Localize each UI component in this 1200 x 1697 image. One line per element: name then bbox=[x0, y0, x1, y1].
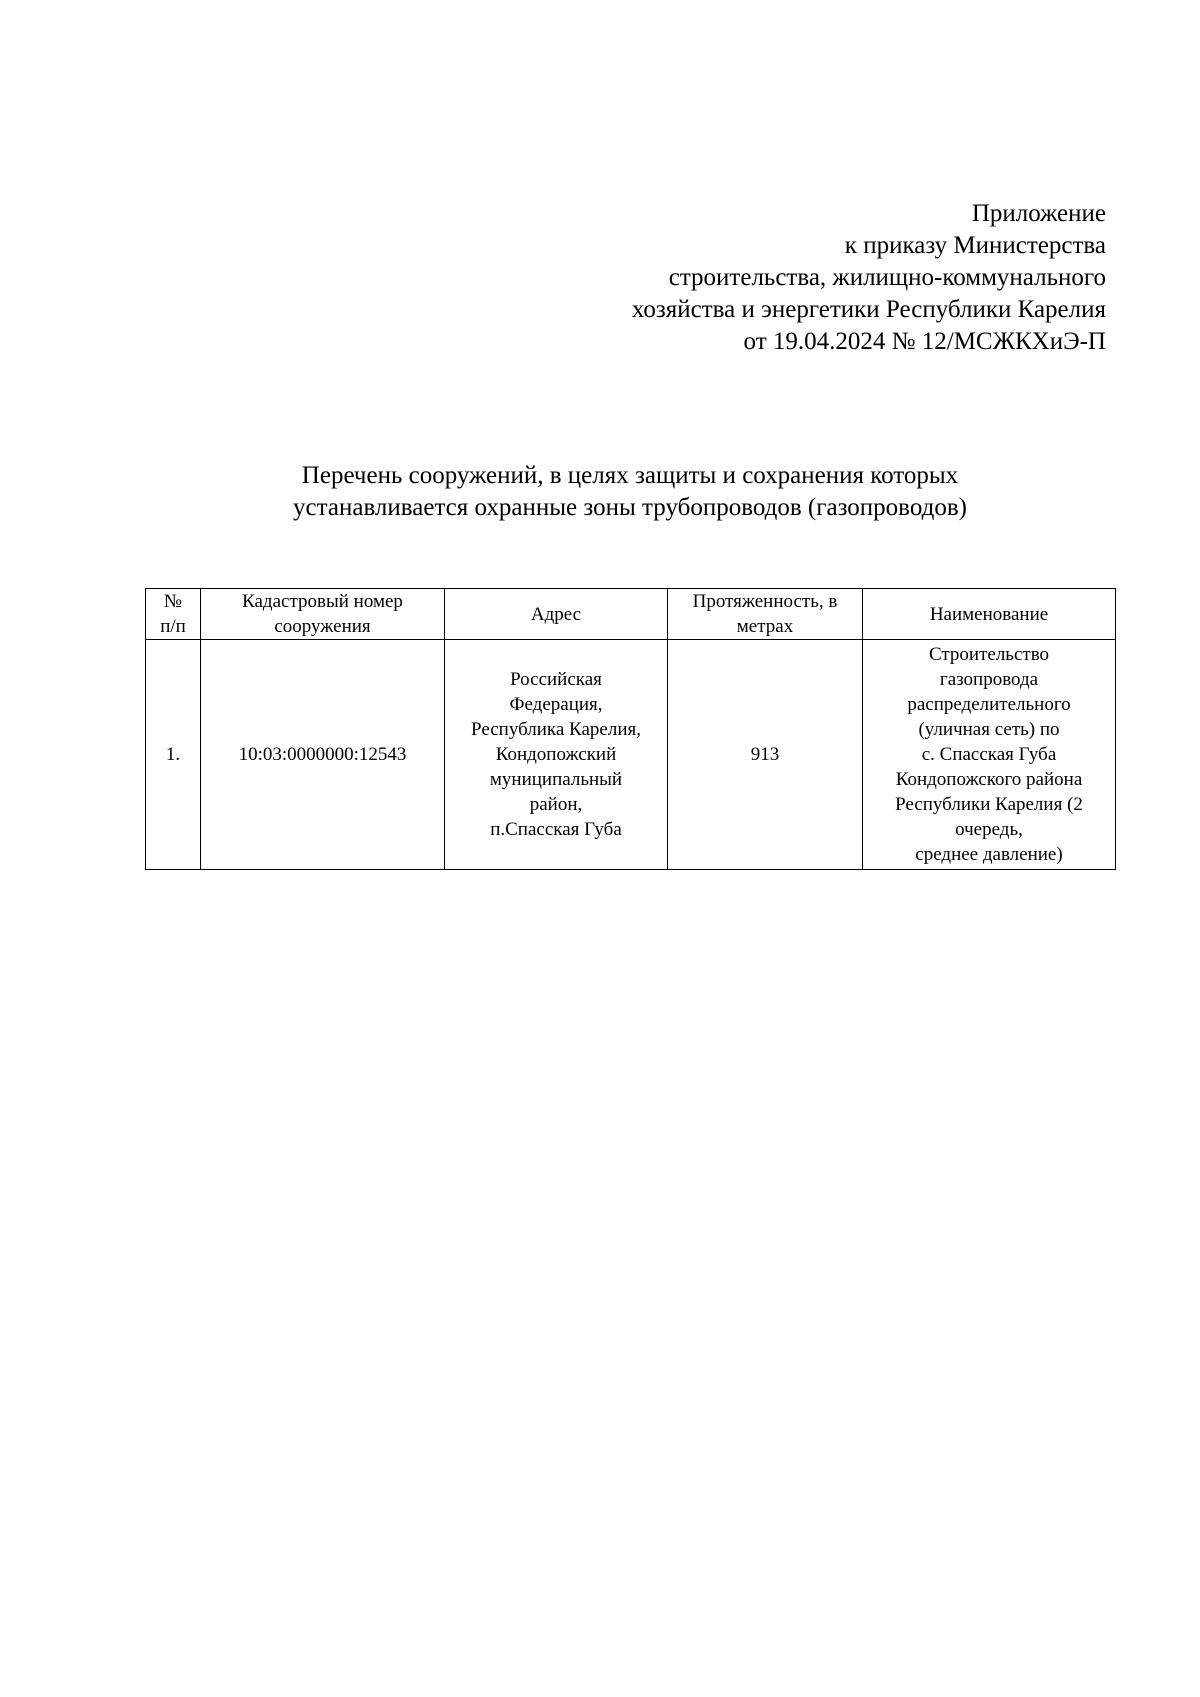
cell-cadastral-number: 10:03:0000000:12543 bbox=[201, 640, 445, 870]
cell-address: Российская Федерация, Республика Карелия, Кондопожский муниципальный район, п.Спасская Губа bbox=[445, 640, 668, 870]
appendix-line: строительства, жилищно-коммунального bbox=[668, 264, 1106, 291]
table-row bbox=[146, 640, 1116, 870]
column-header-length: Протяженность, в метрах bbox=[668, 589, 863, 640]
cell-number: 1. bbox=[146, 640, 201, 870]
document-title bbox=[146, 460, 1114, 524]
column-header-name: Наименование bbox=[863, 589, 1116, 640]
column-header-number: № п/п bbox=[146, 589, 201, 640]
appendix-header bbox=[486, 198, 1106, 358]
structures-table bbox=[145, 588, 1116, 870]
table-header-row bbox=[146, 589, 1116, 640]
appendix-line: к приказу Министерства bbox=[844, 232, 1106, 259]
appendix-line: от 19.04.2024 № 12/МСЖКХиЭ-П bbox=[743, 328, 1106, 355]
title-line: Перечень сооружений, в целях защиты и сохранения которых bbox=[301, 462, 959, 489]
cell-length: 913 bbox=[668, 640, 863, 870]
title-line: устанавливается охранные зоны трубопроводов (газопроводов) bbox=[293, 494, 967, 521]
appendix-line: хозяйства и энергетики Республики Карелия bbox=[631, 296, 1106, 323]
cell-name: Строительство газопровода распределительного (уличная сеть) по с. Спасская Губа Кондопожского района Республики Карелия (2 очередь, среднее давление) bbox=[863, 640, 1116, 870]
column-header-cadastral-number: Кадастровый номер сооружения bbox=[201, 589, 445, 640]
column-header-address: Адрес bbox=[445, 589, 668, 640]
appendix-line: Приложение bbox=[971, 200, 1106, 227]
